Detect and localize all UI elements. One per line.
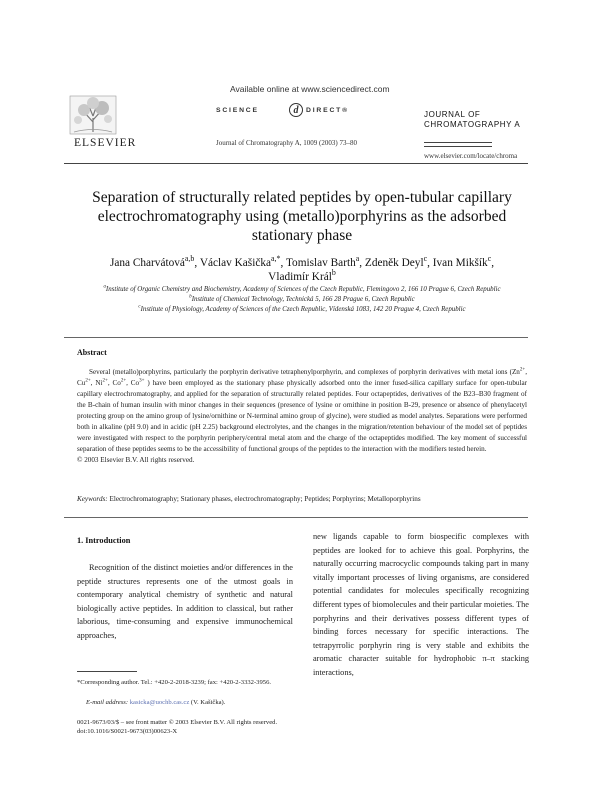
journal-name-block <box>424 110 544 147</box>
affiliation-item: $^b$Institute of Chemical Technology, Technická 5, 166 28 Prague 6, Czech Republic <box>189 294 415 303</box>
journal-name-line-2: CHROMATOGRAPHY A <box>424 120 521 129</box>
author-list: Jana Charvátová$^{a,b}$, Václav Kašička$^{a,*}$, Tomislav Barth$^a$, Zdeněk Deyl$^c$, Ivan Mikšík$^c$, Vladimír Král$^b$ <box>109 254 495 283</box>
email-owner: (V. Kašička). <box>190 699 226 706</box>
author-name: Vladimír Král <box>268 271 332 283</box>
author-affiliation-mark: a,b <box>184 254 195 264</box>
affiliation-list <box>70 285 534 315</box>
author-name: Jana Charvátová <box>109 257 185 269</box>
author-affiliation-mark: c <box>423 254 428 264</box>
author-affiliation-mark: c <box>487 254 492 264</box>
corresponding-author-footnote: *Corresponding author. Tel.: +420-2-2018-3239; fax: +420-2-3332-3956. <box>77 679 272 686</box>
sciencedirect-left-text: SCIENCE <box>216 107 259 114</box>
keywords-line <box>77 495 527 503</box>
abstract-text: Several (metallo)porphyrins, particularly the porphyrin derivative tetraphenylporphyrin, and complexes of porphyrin derivatives with metal ions ($Zn^{2+}$, $Cu^{2+}$, $Ni^{2+}$, $Co^{2+}$, $Co^{3+}$ ) have been employed as the stationary phase physically adsorbed onto the inner fused-silica capillary surface for open-tubular capillary electrochromatography, and applied for the separation of structurally related peptides. Four octapeptides, derivatives of the B23–B30 fragment of the B-chain of human insulin with minor changes in their sequences (presence of lysine or ornithine in position B-29, presence or absence of phenylacetyl protecting group on the amino group of lysine/ornithine or N-terminal amino group of glycine), were studied as model analytes. Separations were performed both in alkaline (pH 9.0) and in acidic (pH 2.25) background electrolytes, and the changes in the migration/retention behaviour of the model set of peptides were investigated with respect to the porphyrin periphery/central metal atom and the charge of the octapeptides modified. The key moment of successful separation of these peptides seems to be the accessibility of functional groups of the peptides to the interaction with the modifiers tested herein. © 2003 Elsevier B.V. All rights reserved. <box>77 367 528 464</box>
journal-reference: Journal of Chromatography A, 1009 (2003) 73–80 <box>216 139 357 147</box>
abstract-top-rule <box>64 337 528 338</box>
journal-name-divider <box>424 142 492 147</box>
email-link[interactable]: kasicka@uochb.cas.cz <box>129 699 190 706</box>
available-online-text: Available online at www.sciencedirect.com <box>230 84 390 94</box>
publisher-name: ELSEVIER <box>74 137 137 149</box>
copyright-line: 0021-9673/03/$ – see front matter © 2003 Elsevier B.V. All rights reserved. <box>77 719 278 726</box>
abstract-copyright: © 2003 Elsevier B.V. All rights reserved. <box>77 456 195 464</box>
keywords-bottom-rule <box>64 517 528 518</box>
author-name: Václav Kašička <box>199 257 272 269</box>
email-footnote <box>86 699 225 706</box>
author-affiliation-mark: b <box>331 268 336 278</box>
author-name: Zdeněk Deyl <box>364 257 424 269</box>
sciencedirect-logo <box>216 103 356 121</box>
author-name: Tomislav Barth <box>285 257 356 269</box>
header-rule <box>64 163 528 164</box>
journal-name-line-1: JOURNAL OF <box>424 110 481 119</box>
author-affiliation-mark: a <box>355 254 360 264</box>
footnote-rule <box>77 671 137 672</box>
sciencedirect-right-text: DIRECT® <box>306 107 349 114</box>
email-label: E-mail address: <box>86 699 129 706</box>
author-affiliation-mark: a,* <box>271 254 281 264</box>
abstract-heading: Abstract <box>77 348 107 357</box>
intro-right-column: new ligands capable to form biospecific complexes with peptides are looked for to achieve this goal. Porphyrins, the naturally occurring macrocyclic compounds taking part in many vitally important processes of living organisms, are considered potential candidates for molecules specifically recognizing different types of biomolecules and their particular moieties. The porphyrins and their derivatives possess different types of binding forces necessary for specific interactions. The tetrapyrrolic porphyrin ring is very stable and exhibits the aromatic character suitable for hydrophobic π–π stacking interactions, <box>313 532 529 677</box>
journal-url: www.elsevier.com/locate/chroma <box>424 152 518 160</box>
section-heading: 1. Introduction <box>77 536 131 545</box>
keywords-label: Keywords: <box>77 495 108 503</box>
keywords-list: Electrochromatography; Stationary phases, electrochromatography; Peptides; Porphyrins; Metalloporphyrins <box>109 495 421 503</box>
affiliation-item: $^c$Institute of Physiology, Academy of Sciences of the Czech Republic, Vídenská 1083, 142 20 Prague 4, Czech Republic <box>138 304 466 313</box>
intro-left-column: Recognition of the distinct moieties and/or differences in the peptide structures represents one of the utmost goals in contemporary analytical chemistry of synthetic and natural biologically active peptides. In addition to classical, but rather laborious, time-consuming and expensive immunochemical approaches, <box>77 563 293 640</box>
article-title: Separation of structurally related peptides by open-tubular capillary electrochromatography using (metallo)porphyrins as the adsorbed stationary phase <box>92 189 512 244</box>
author-name: Ivan Mikšík <box>432 257 488 269</box>
doi-line: doi:10.1016/S0021-9673(03)00623-X <box>77 728 178 735</box>
sciencedirect-d-icon: d <box>289 103 303 117</box>
affiliation-item: $^a$Institute of Organic Chemistry and Biochemistry, Academy of Sciences of the Czech Republic, Flemingovo 2, 166 10 Prague 6, Czech Republic <box>103 284 501 293</box>
